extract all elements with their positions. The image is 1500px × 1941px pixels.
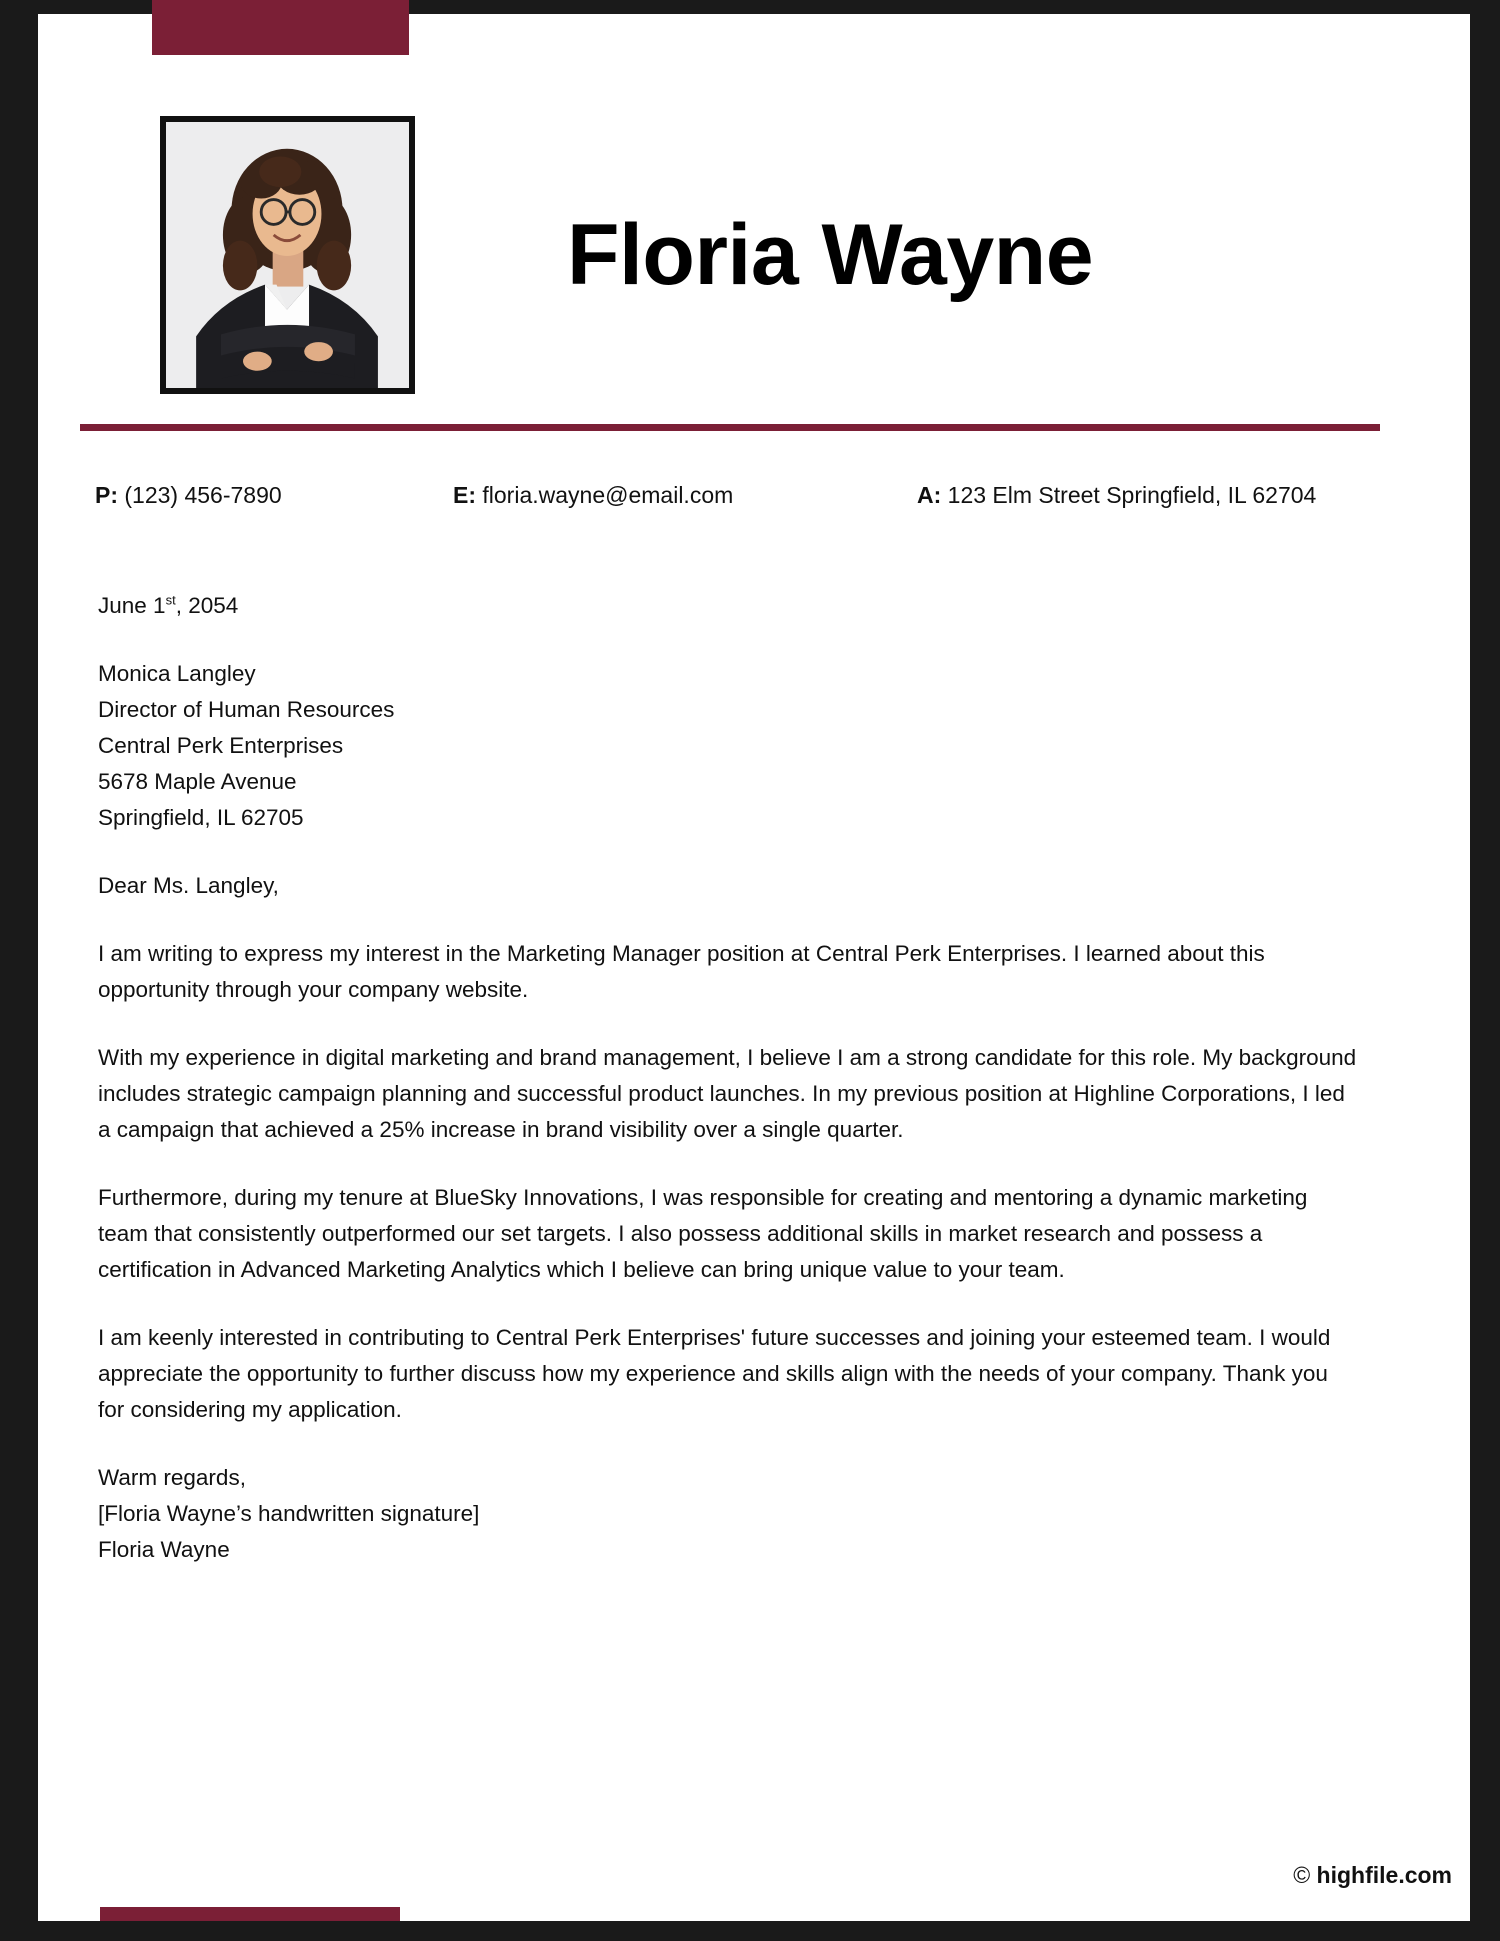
closing-block — [98, 1460, 1360, 1568]
letter-body — [98, 588, 1360, 1568]
email-label: E: — [453, 482, 476, 508]
right-edge-rail — [1470, 0, 1500, 1941]
date-ordinal: st — [165, 592, 176, 608]
salutation: Dear Ms. Langley, — [98, 873, 279, 898]
phone-label: P: — [95, 482, 118, 508]
contact-phone — [95, 478, 282, 512]
portrait-photo — [160, 116, 415, 394]
phone-value: (123) 456-7890 — [124, 482, 282, 508]
address-value: 123 Elm Street Springfield, IL 62704 — [947, 482, 1317, 508]
address-label: A: — [917, 482, 942, 508]
body-paragraph: With my experience in digital marketing and brand management, I believe I am a strong candidate for this role. My background includes strategic campaign planning and successful product launches. In my previous position at Highline Corporations, I led a campaign that achieved a 25% increase in brand visibility over a single quarter. — [98, 1045, 1357, 1142]
date-year: , 2054 — [175, 593, 239, 618]
date-main: June 1 — [98, 593, 166, 618]
recipient-line: Monica Langley — [98, 661, 256, 686]
body-paragraph: I am keenly interested in contributing to Central Perk Enterprises' future successes and joining your esteemed team. I would appreciate the opportunity to further discuss how my experience and skills align with the needs of your company. Thank you for considering my application. — [98, 1325, 1331, 1422]
signature-placeholder: [Floria Wayne’s handwritten signature] — [98, 1501, 480, 1526]
recipient-line: Central Perk Enterprises — [98, 733, 344, 758]
email-value: floria.wayne@email.com — [482, 482, 734, 508]
bottom-black-bar — [0, 1921, 1500, 1941]
left-edge-rail — [0, 0, 38, 1941]
body-paragraph: I am writing to express my interest in the Marketing Manager position at Central Perk Enterprises. I learned about this opportunity through your company website. — [98, 941, 1265, 1002]
top-accent-bar — [152, 0, 409, 55]
recipient-block — [98, 656, 1360, 836]
contact-email[interactable] — [453, 478, 733, 512]
contact-address — [917, 478, 1316, 512]
closing-line: Warm regards, — [98, 1465, 246, 1490]
footer-credit — [1293, 1862, 1452, 1889]
page-title: Floria Wayne — [567, 207, 1094, 303]
signer-name: Floria Wayne — [98, 1537, 230, 1562]
copyright-symbol: © — [1293, 1862, 1317, 1888]
recipient-line: Director of Human Resources — [98, 697, 395, 722]
letter-header — [160, 110, 1390, 400]
recipient-line: 5678 Maple Avenue — [98, 769, 297, 794]
recipient-line: Springfield, IL 62705 — [98, 805, 304, 830]
letter-date — [98, 588, 1360, 624]
accent-divider — [80, 424, 1380, 431]
body-paragraph: Furthermore, during my tenure at BlueSky Innovations, I was responsible for creating and mentoring a dynamic marketing team that consistently outperformed our set targets. I also possess additional skills in market research and possess a certification in Advanced Marketing Analytics which I believe can bring unique value to your team. — [98, 1185, 1308, 1282]
brand-name: highfile.com — [1316, 1862, 1452, 1888]
contact-row — [95, 478, 1385, 512]
